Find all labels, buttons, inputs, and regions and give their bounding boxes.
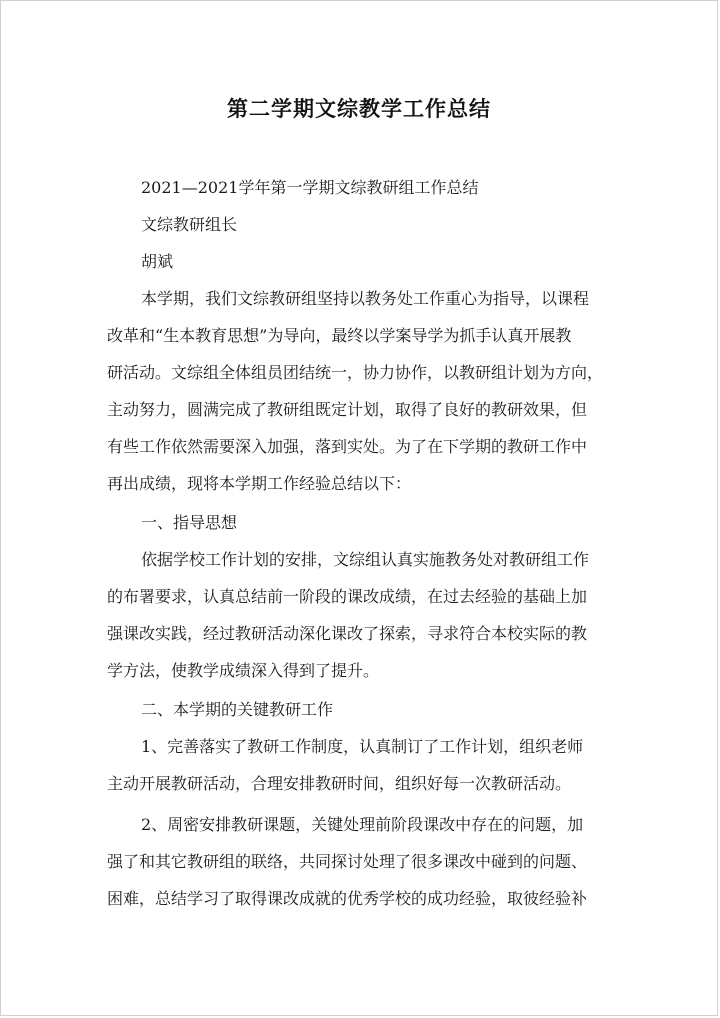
section1-line-3: 强课改实践，经过教研活动深化课改了探索，寻求符合本校实际的教 (107, 624, 588, 643)
intro-line-1: 本学期，我们文综教研组坚持以教务处工作重心为指导，以课程 (141, 289, 590, 308)
section1-line-4: 学方法，使教学成绩深入得到了提升。 (107, 661, 380, 680)
item2-line-3: 困难，总结学习了取得课改成就的优秀学校的成功经验，取彼经验补 (107, 889, 588, 908)
document-title: 第二学期文综教学工作总结 (227, 96, 491, 121)
section1-line-1: 依据学校工作计划的安排，文综组认真实施教务处对教研组工作 (141, 550, 590, 569)
section1-line-2: 的布署要求，认真总结前一阶段的课改成绩，在过去经验的基础上加 (107, 587, 588, 606)
intro-line-2: 改革和“生本教育思想”为导向，最终以学案导学为抓手认真开展教 (107, 326, 572, 345)
section1-heading: 一、指导思想 (141, 513, 238, 532)
section2-heading: 二、本学期的关键教研工作 (141, 700, 334, 719)
intro-line-5: 有些工作依然需要深入加强，落到实处。为了在下学期的教研工作中 (107, 437, 588, 456)
item2-line-1: 2、周密安排教研课题，关键处理前阶段课改中存在的问题，加 (141, 815, 584, 834)
item2-line-2: 强了和其它教研组的联络，共同探讨处理了很多课改中碰到的问题、 (107, 852, 588, 871)
item1-line-1: 1、完善落实了教研工作制度，认真制订了工作计划，组织老师 (141, 737, 584, 756)
intro-line-6: 再出成绩，现将本学期工作经验总结以下： (107, 474, 412, 493)
intro-line-4: 主动努力，圆满完成了教研组既定计划，取得了良好的教研效果，但 (107, 400, 588, 419)
subtitle: 2021—2021学年第一学期文综教研组工作总结 (141, 178, 479, 197)
author-role: 文综教研组长 (141, 215, 238, 234)
author-name: 胡斌 (141, 252, 174, 271)
item1-line-2: 主动开展教研活动，合理安排教研时间，组织好每一次教研活动。 (107, 774, 572, 793)
intro-line-3: 研活动。文综组全体组员团结统一，协力协作，以教研组计划为方向， (107, 363, 604, 382)
